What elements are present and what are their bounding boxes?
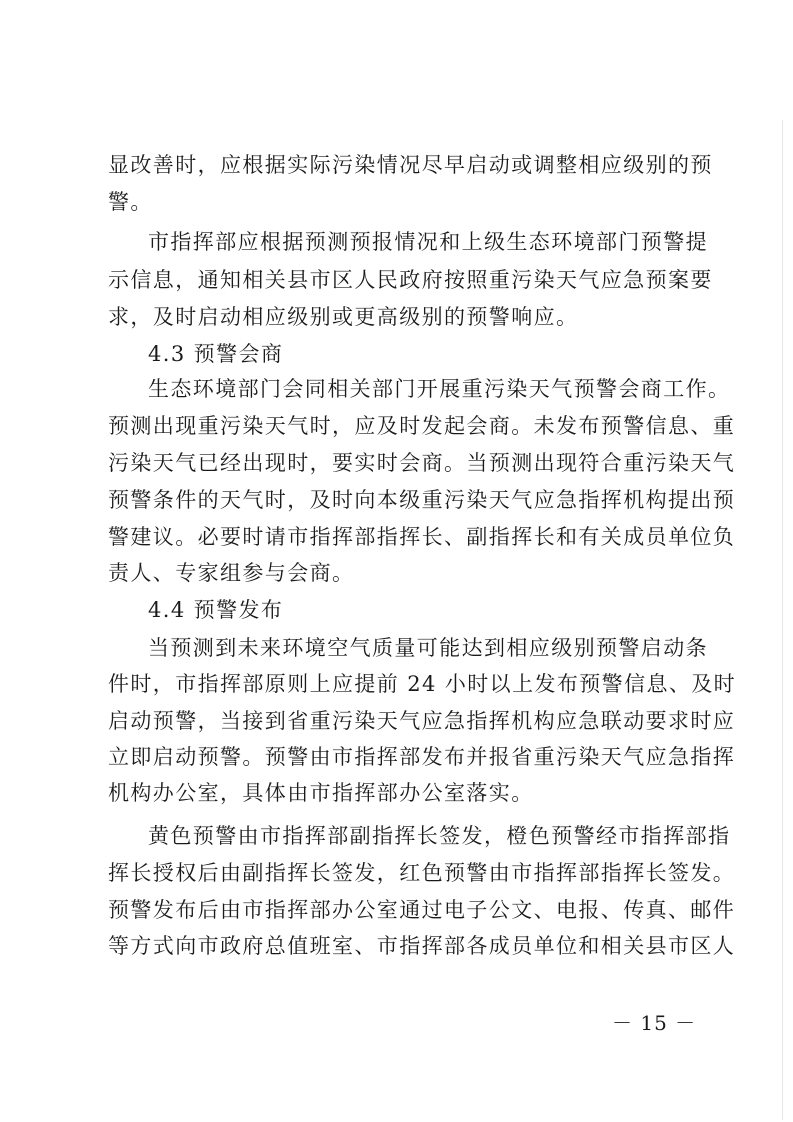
- body-text-line: 等方式向市政府总值班室、市指挥部各成员单位和相关县市区人: [108, 934, 736, 958]
- body-text-line: 示信息，通知相关县市区人民政府按照重污染天气应急预案要: [108, 268, 713, 292]
- body-text-line: 机构办公室，具体由市指挥部办公室落实。: [108, 781, 534, 805]
- body-text-line: 预测出现重污染天气时，应及时发起会商。未发布预警信息、重: [108, 414, 736, 438]
- body-text-line: 预警发布后由市指挥部办公室通过电子公文、电报、传真、邮件: [108, 898, 736, 922]
- paragraph-first-line: 当预测到未来环境空气质量可能达到相应级别预警启动条: [148, 636, 708, 660]
- body-text-line: 立即启动预警。预警由市指挥部发布并报省重污染天气应急指挥: [108, 745, 736, 769]
- body-text-line: 求，及时启动相应级别或更高级别的预警响应。: [108, 305, 579, 329]
- body-text-line: 件时，市指挥部原则上应提前 24 小时以上发布预警信息、及时: [108, 672, 737, 696]
- paragraph-first-line: 生态环境部门会同相关部门开展重污染天气预警会商工作。: [148, 377, 731, 401]
- body-text-line: 污染天气已经出现时，要实时会商。当预测出现符合重污染天气: [108, 451, 736, 475]
- body-text-line: 显改善时，应根据实际污染情况尽早启动或调整相应级别的预: [108, 153, 713, 177]
- paragraph-first-line: 黄色预警由市指挥部副指挥长签发，橙色预警经市指挥部指: [148, 824, 731, 848]
- body-text-line: 警。: [108, 190, 153, 214]
- body-text-line: 责人、专家组参与会商。: [108, 561, 355, 585]
- section-heading-4-3: 4.3 预警会商: [148, 342, 284, 366]
- body-text-line: 预警条件的天气时，及时向本级重污染天气应急指挥机构提出预: [108, 488, 736, 512]
- section-heading-4-4: 4.4 预警发布: [148, 598, 284, 622]
- paragraph-first-line: 市指挥部应根据预测预报情况和上级生态环境部门预警提: [148, 230, 708, 254]
- body-text-line: 警建议。必要时请市指挥部指挥长、副指挥长和有关成员单位负: [108, 525, 736, 549]
- page-number: － 15 －: [612, 1011, 697, 1035]
- body-text-line: 挥长授权后由副指挥长签发，红色预警由市指挥部指挥长签发。: [108, 861, 736, 885]
- body-text-line: 启动预警，当接到省重污染天气应急指挥机构应急联动要求时应: [108, 709, 736, 733]
- scan-edge-line: [782, 120, 783, 1120]
